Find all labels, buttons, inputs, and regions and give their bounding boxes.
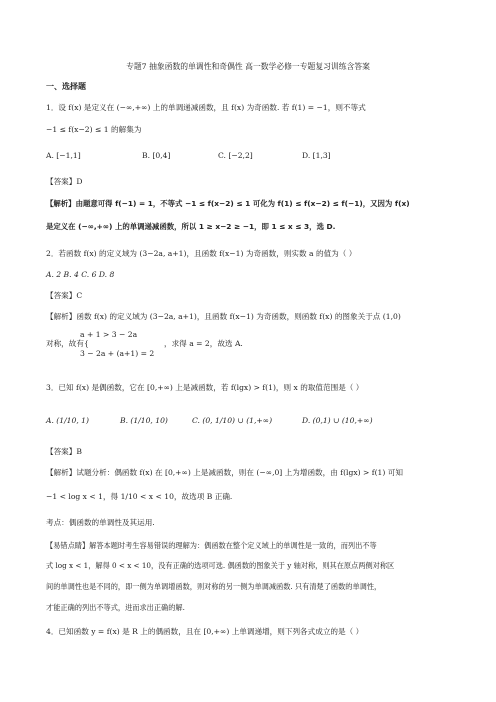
q1-option-d: D. [1,3] — [302, 151, 331, 160]
section-heading: 一、选择题 — [46, 82, 86, 91]
q3-tip-line1: 【易错点睛】解答本题时考生容易错误的理解为：偶函数在整个定义域上的单调性是一致的，而列出不等 — [46, 541, 377, 550]
q2-options: A. 2 B. 4 C. 6 D. 8 — [46, 270, 115, 279]
q2-system-bottom: 3 − 2a + (a+1) = 2 — [80, 349, 155, 358]
q1-analysis-line2: 是定义在 (−∞,+∞) 上的单调递减函数，所以 1 ≥ x−2 ≥ −1，即 1 ≤ x ≤ 3，选 D. — [46, 222, 336, 231]
q2-system-top: a + 1 > 3 − 2a — [80, 330, 138, 339]
q3-stem: 3．已知 f(x) 是偶函数，它在 [0,+∞) 上是减函数，若 f(lgx) > f(1)，则 x 的取值范围是（ ） — [46, 383, 364, 392]
q3-option-d: D. (0,1) ∪ (10,+∞) — [302, 416, 373, 425]
page-title: 专题7 抽象函数的单调性和奇偶性 高一数学必修一专题复习训练含答案 — [126, 62, 370, 71]
q3-tip-line4: 才能正确的列出不等式，进而求出正确的解. — [46, 603, 185, 612]
q3-note: 考点：偶函数的单调性及其运用. — [46, 518, 155, 527]
q2-answer: 【答案】C — [46, 291, 83, 300]
q4-stem: 4．已知函数 y = f(x) 是 R 上的偶函数，且在 [0,+∞) 上单调递增，则下列各式成立的是（ ） — [46, 627, 364, 636]
q2-analysis-line1: 【解析】函数 f(x) 的定义域为 (3−2a, a+1)，且函数 f(x−1) 为奇函数，则函数 f(x) 的图象关于点 (1,0) — [46, 312, 401, 321]
q1-stem-line2: −1 ≤ f(x−2) ≤ 1 的解集为 — [46, 125, 142, 134]
q2-analysis-suffix: ，求得 a = 2，故选 A. — [164, 339, 243, 348]
q3-analysis-line1: 【解析】试题分析：偶函数 f(x) 在 [0,+∞) 上是减函数，则在 (−∞,0] 上为增函数，由 f(lgx) > f(1) 可知 — [46, 468, 403, 477]
q3-tip-line2: 式 log x < 1，解得 0 < x < 10，没有正确的选项可选. 偶函数的图象关于 y 轴对称，则其在原点两侧对称区 — [46, 561, 395, 570]
q1-option-c: C. [−2,2] — [218, 151, 253, 160]
q1-option-a: A. [−1,1] — [46, 151, 81, 160]
q1-option-b: B. [0,4] — [142, 151, 171, 160]
q3-option-c: C. (0, 1/10) ∪ (1,+∞) — [192, 416, 273, 425]
q3-answer: 【答案】B — [46, 447, 82, 456]
q1-stem-line1: 1．设 f(x) 是定义在 (−∞,+∞) 上的单调递减函数，且 f(x) 为奇函数. 若 f(1) = −1，则不等式 — [46, 103, 366, 112]
q2-analysis-prefix: 对称，故有{ — [46, 339, 89, 348]
q3-option-b: B. (1/10, 10) — [120, 416, 168, 425]
q1-answer: 【答案】D — [46, 177, 83, 186]
q3-option-a: A. (1/10, 1) — [46, 416, 89, 425]
q3-tip-line3: 间的单调性也是不同的，即一侧为单调增函数，则对称的另一侧为单调减函数. 只有清楚了函数的单调性， — [46, 582, 382, 591]
q2-stem: 2．若函数 f(x) 的定义域为 (3−2a, a+1)，且函数 f(x−1) 为奇函数，则实数 a 的值为（ ） — [46, 249, 357, 258]
q1-analysis-line1: 【解析】由题意可得 f(−1) = 1，不等式 −1 ≤ f(x−2) ≤ 1 可化为 f(1) ≤ f(x−2) ≤ f(−1)，又因为 f(x) — [46, 199, 410, 208]
q3-analysis-line2: −1 < log x < 1，得 1/10 < x < 10，故选项 B 正确. — [46, 492, 233, 501]
